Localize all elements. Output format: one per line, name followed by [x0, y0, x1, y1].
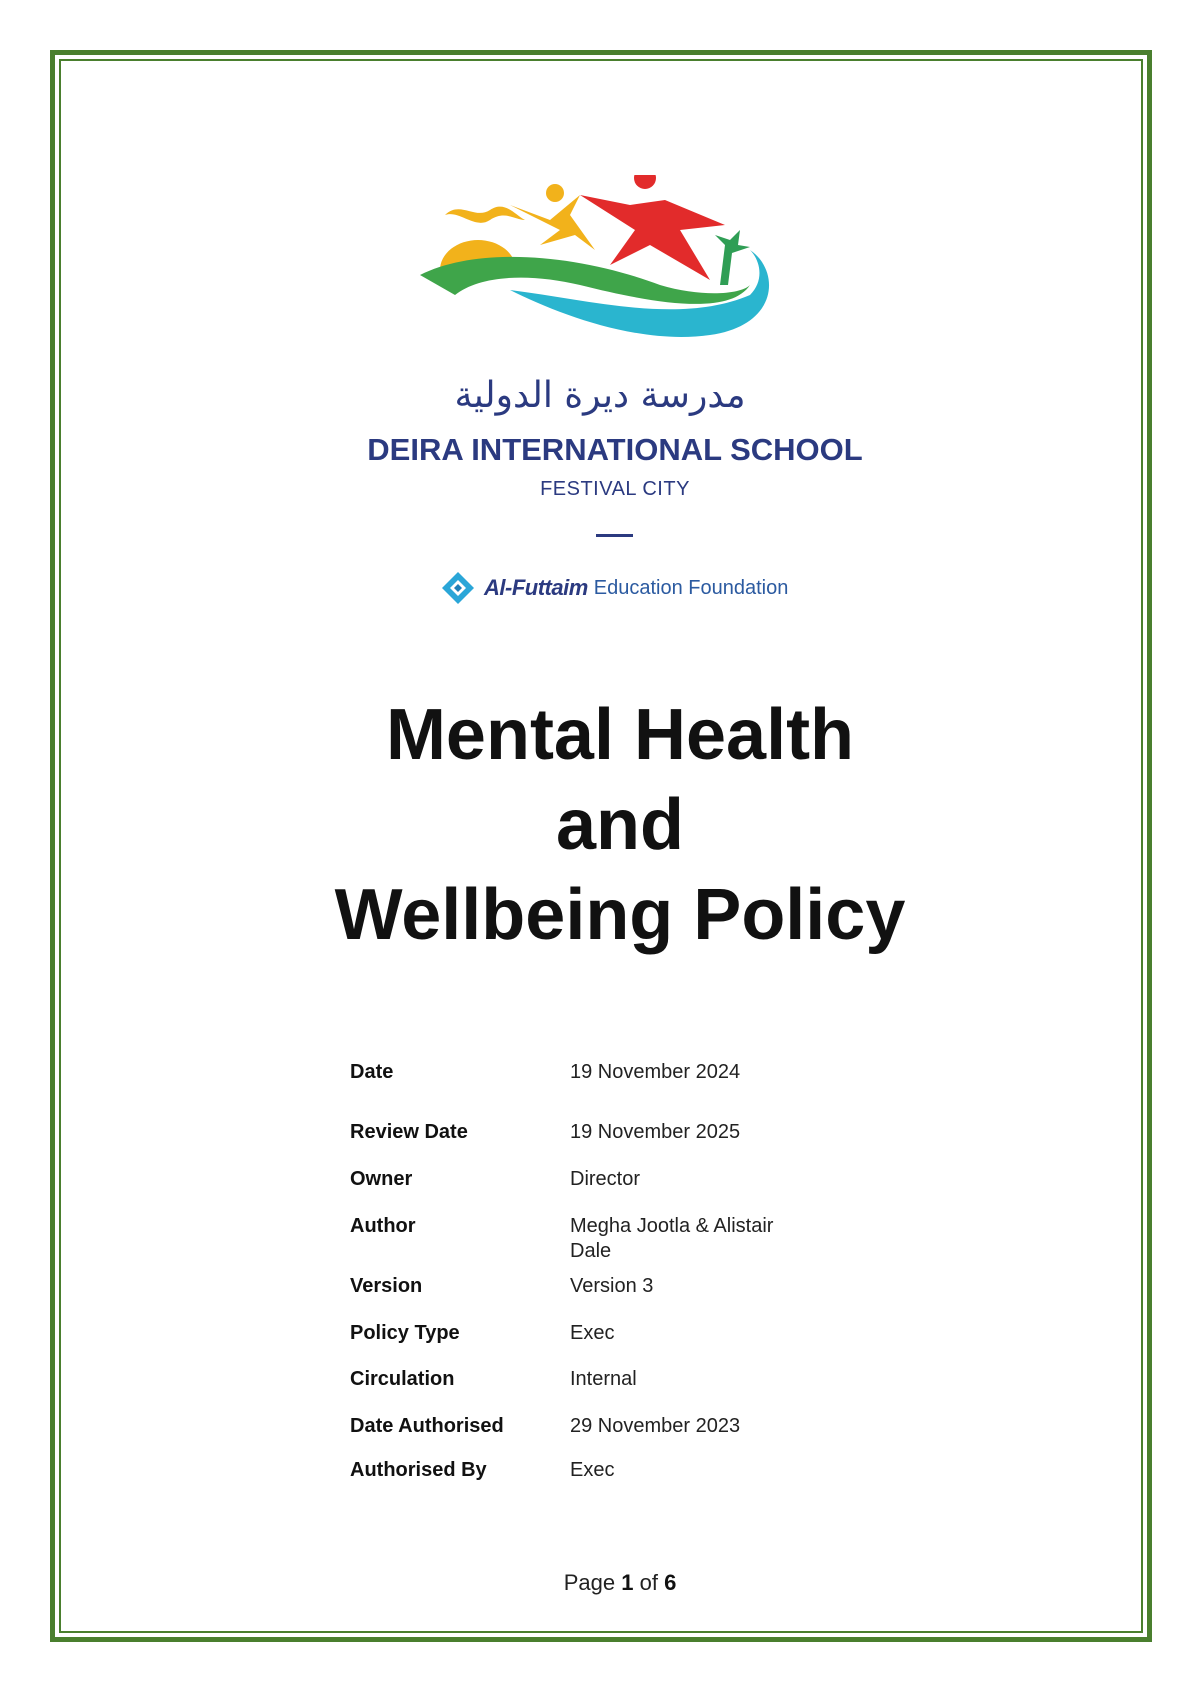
title-line-1: Mental Health [385, 695, 855, 775]
detail-label: Date [350, 1061, 394, 1083]
document-title [0, 690, 1200, 960]
red-figure-head [634, 175, 656, 189]
detail-label: Owner [350, 1168, 413, 1190]
detail-label: Date Authorised [350, 1415, 504, 1437]
title-line-3: Wellbeing Policy [334, 875, 906, 955]
green-wave [420, 257, 750, 304]
foundation-mark-icon [440, 570, 476, 606]
detail-value: Exec [570, 1459, 615, 1481]
foundation-logo [440, 570, 788, 606]
campus-name: FESTIVAL CITY [540, 478, 690, 500]
detail-value: Version 3 [570, 1275, 654, 1297]
detail-label: Review Date [350, 1121, 468, 1143]
logo-divider [596, 534, 633, 537]
detail-label: Version [350, 1275, 423, 1297]
detail-label: Authorised By [350, 1459, 487, 1481]
palm-shape [715, 230, 750, 285]
yellow-figure-body [510, 195, 595, 250]
page-number [0, 1570, 1200, 1596]
page-of: of [639, 1570, 658, 1595]
detail-value: Exec [570, 1322, 615, 1344]
school-name: DEIRA INTERNATIONAL SCHOOL [367, 432, 863, 467]
school-name-arabic: مدرسة ديرة الدولية [454, 375, 746, 416]
streamer-shape [445, 207, 525, 223]
foundation-brand: Al-Futtaim [484, 575, 588, 600]
detail-value: 29 November 2023 [570, 1415, 741, 1437]
foundation-text: Education Foundation [593, 576, 789, 599]
title-line-2: and [555, 785, 684, 865]
school-logo-graphic [420, 175, 800, 355]
detail-label: Policy Type [350, 1322, 460, 1344]
detail-value: Internal [570, 1368, 637, 1390]
red-figure-body [580, 195, 725, 280]
detail-value: 19 November 2024 [570, 1061, 741, 1083]
detail-value: Megha Jootla & Alistair Dale [570, 1215, 774, 1262]
yellow-figure-head [546, 184, 564, 202]
detail-label: Author [350, 1215, 416, 1237]
detail-value: Director [570, 1168, 641, 1190]
page-total: 6 [664, 1570, 677, 1595]
detail-value: 19 November 2025 [570, 1121, 741, 1143]
page-current: 1 [621, 1570, 634, 1595]
page-prefix: Page [563, 1570, 616, 1595]
detail-label: Circulation [350, 1368, 455, 1390]
